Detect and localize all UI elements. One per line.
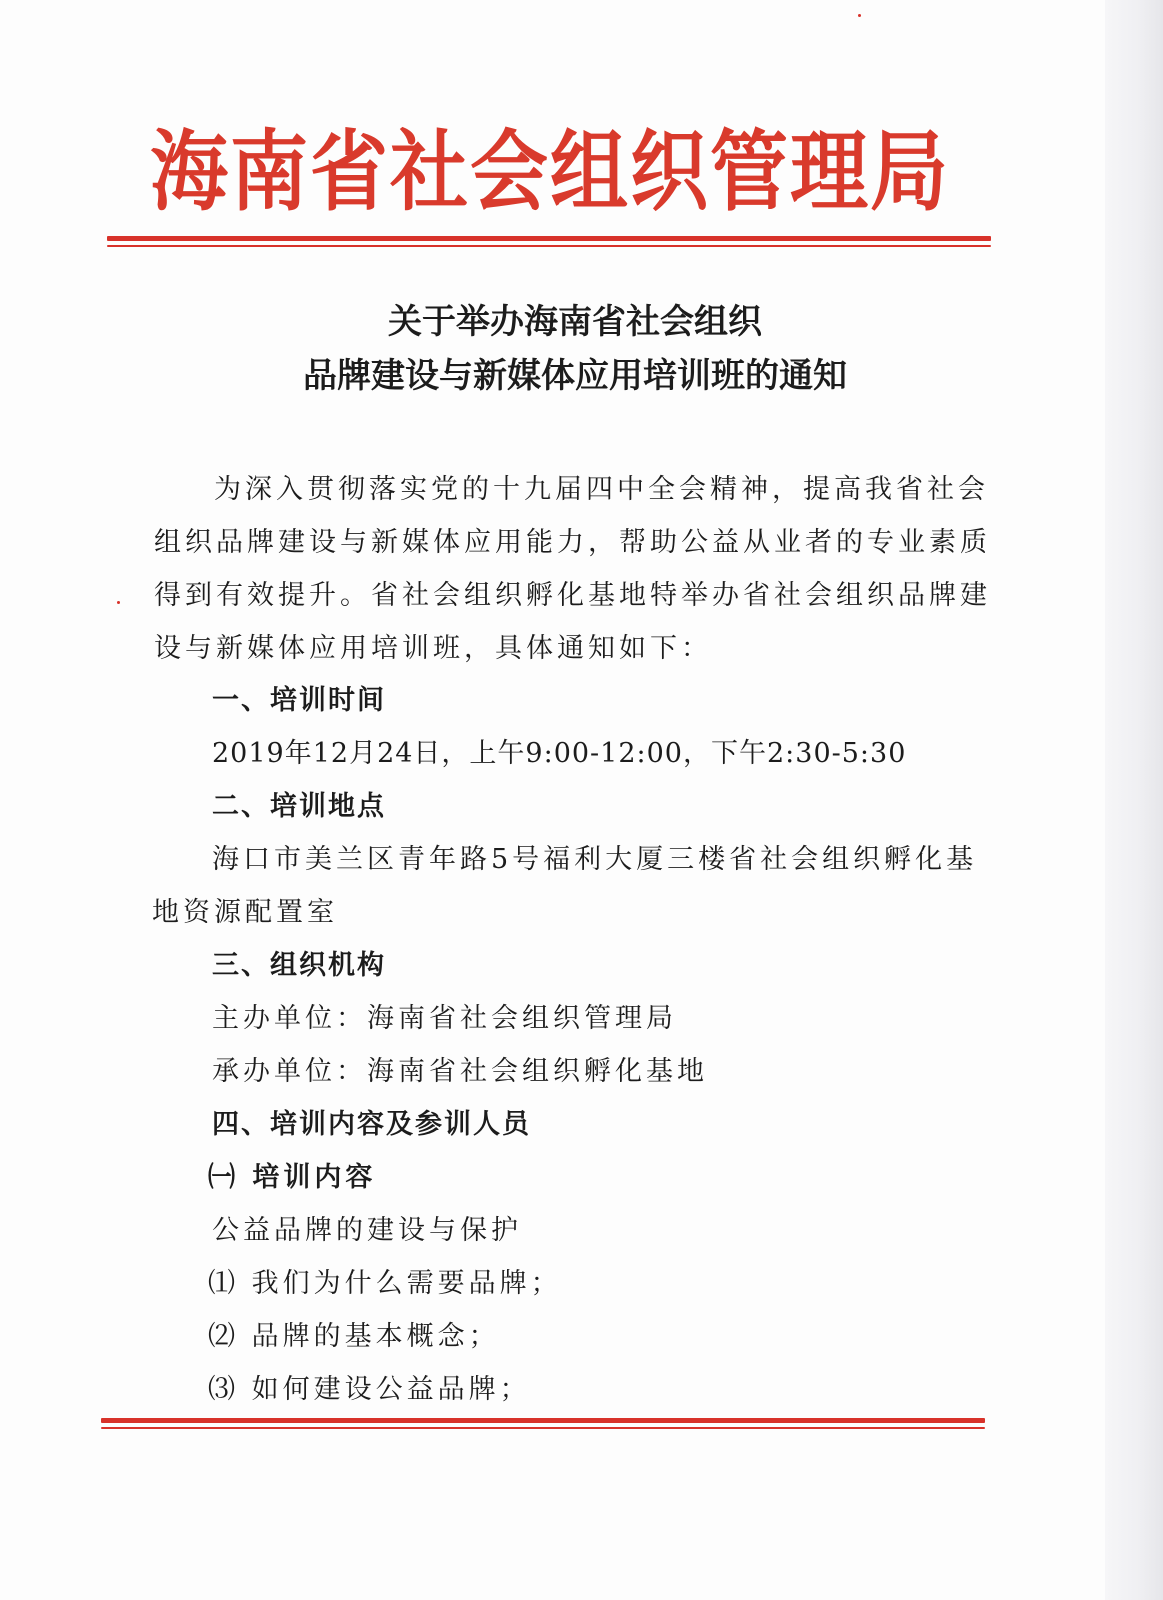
scan-speck	[858, 14, 861, 17]
training-time-value: 2019年12月24日，上午9:00-12:00，下午2:30-5:30	[212, 738, 907, 769]
content-list-item: ⑵ 品牌的基本概念；	[208, 1321, 500, 1352]
host-unit: 主办单位：海南省社会组织管理局	[212, 1003, 677, 1034]
training-place-line: 地资源配置室	[152, 897, 338, 928]
notice-title-line-1: 关于举办海南省社会组织	[388, 302, 762, 342]
letterhead-org-name: 海南省社会组织管理局	[149, 122, 950, 224]
content-topic: 公益品牌的建设与保护	[212, 1215, 522, 1246]
intro-line: 得到有效提升。省社会组织孵化基地特举办省社会组织品牌建	[154, 580, 991, 611]
section-heading-organization: 三、组织机构	[212, 950, 386, 981]
intro-line: 为深入贯彻落实党的十九届四中全会精神，提高我省社会	[214, 474, 989, 505]
intro-line: 组织品牌建设与新媒体应用能力，帮助公益从业者的专业素质	[154, 527, 991, 558]
section-heading-time: 一、培训时间	[212, 685, 386, 716]
notice-title-line-2: 品牌建设与新媒体应用培训班的通知	[303, 356, 847, 396]
intro-line: 设与新媒体应用培训班，具体通知如下：	[154, 633, 712, 664]
letterhead-rule-thin	[107, 245, 991, 247]
content-list-item: ⑶ 如何建设公益品牌；	[208, 1374, 531, 1405]
scan-speck	[117, 601, 120, 604]
content-list-item: ⑴ 我们为什么需要品牌；	[208, 1268, 562, 1299]
scan-page-edge	[1105, 0, 1163, 1600]
section-heading-content: 四、培训内容及参训人员	[212, 1109, 531, 1140]
footer-rule-thin	[101, 1427, 985, 1429]
content-subheading: ㈠ 培训内容	[208, 1162, 377, 1193]
organizer-unit: 承办单位：海南省社会组织孵化基地	[212, 1056, 708, 1087]
training-place-line: 海口市美兰区青年路5号福利大厦三楼省社会组织孵化基	[212, 844, 978, 875]
footer-rule-thick	[101, 1418, 985, 1423]
section-heading-place: 二、培训地点	[212, 791, 386, 822]
letterhead-rule-thick	[107, 236, 991, 241]
